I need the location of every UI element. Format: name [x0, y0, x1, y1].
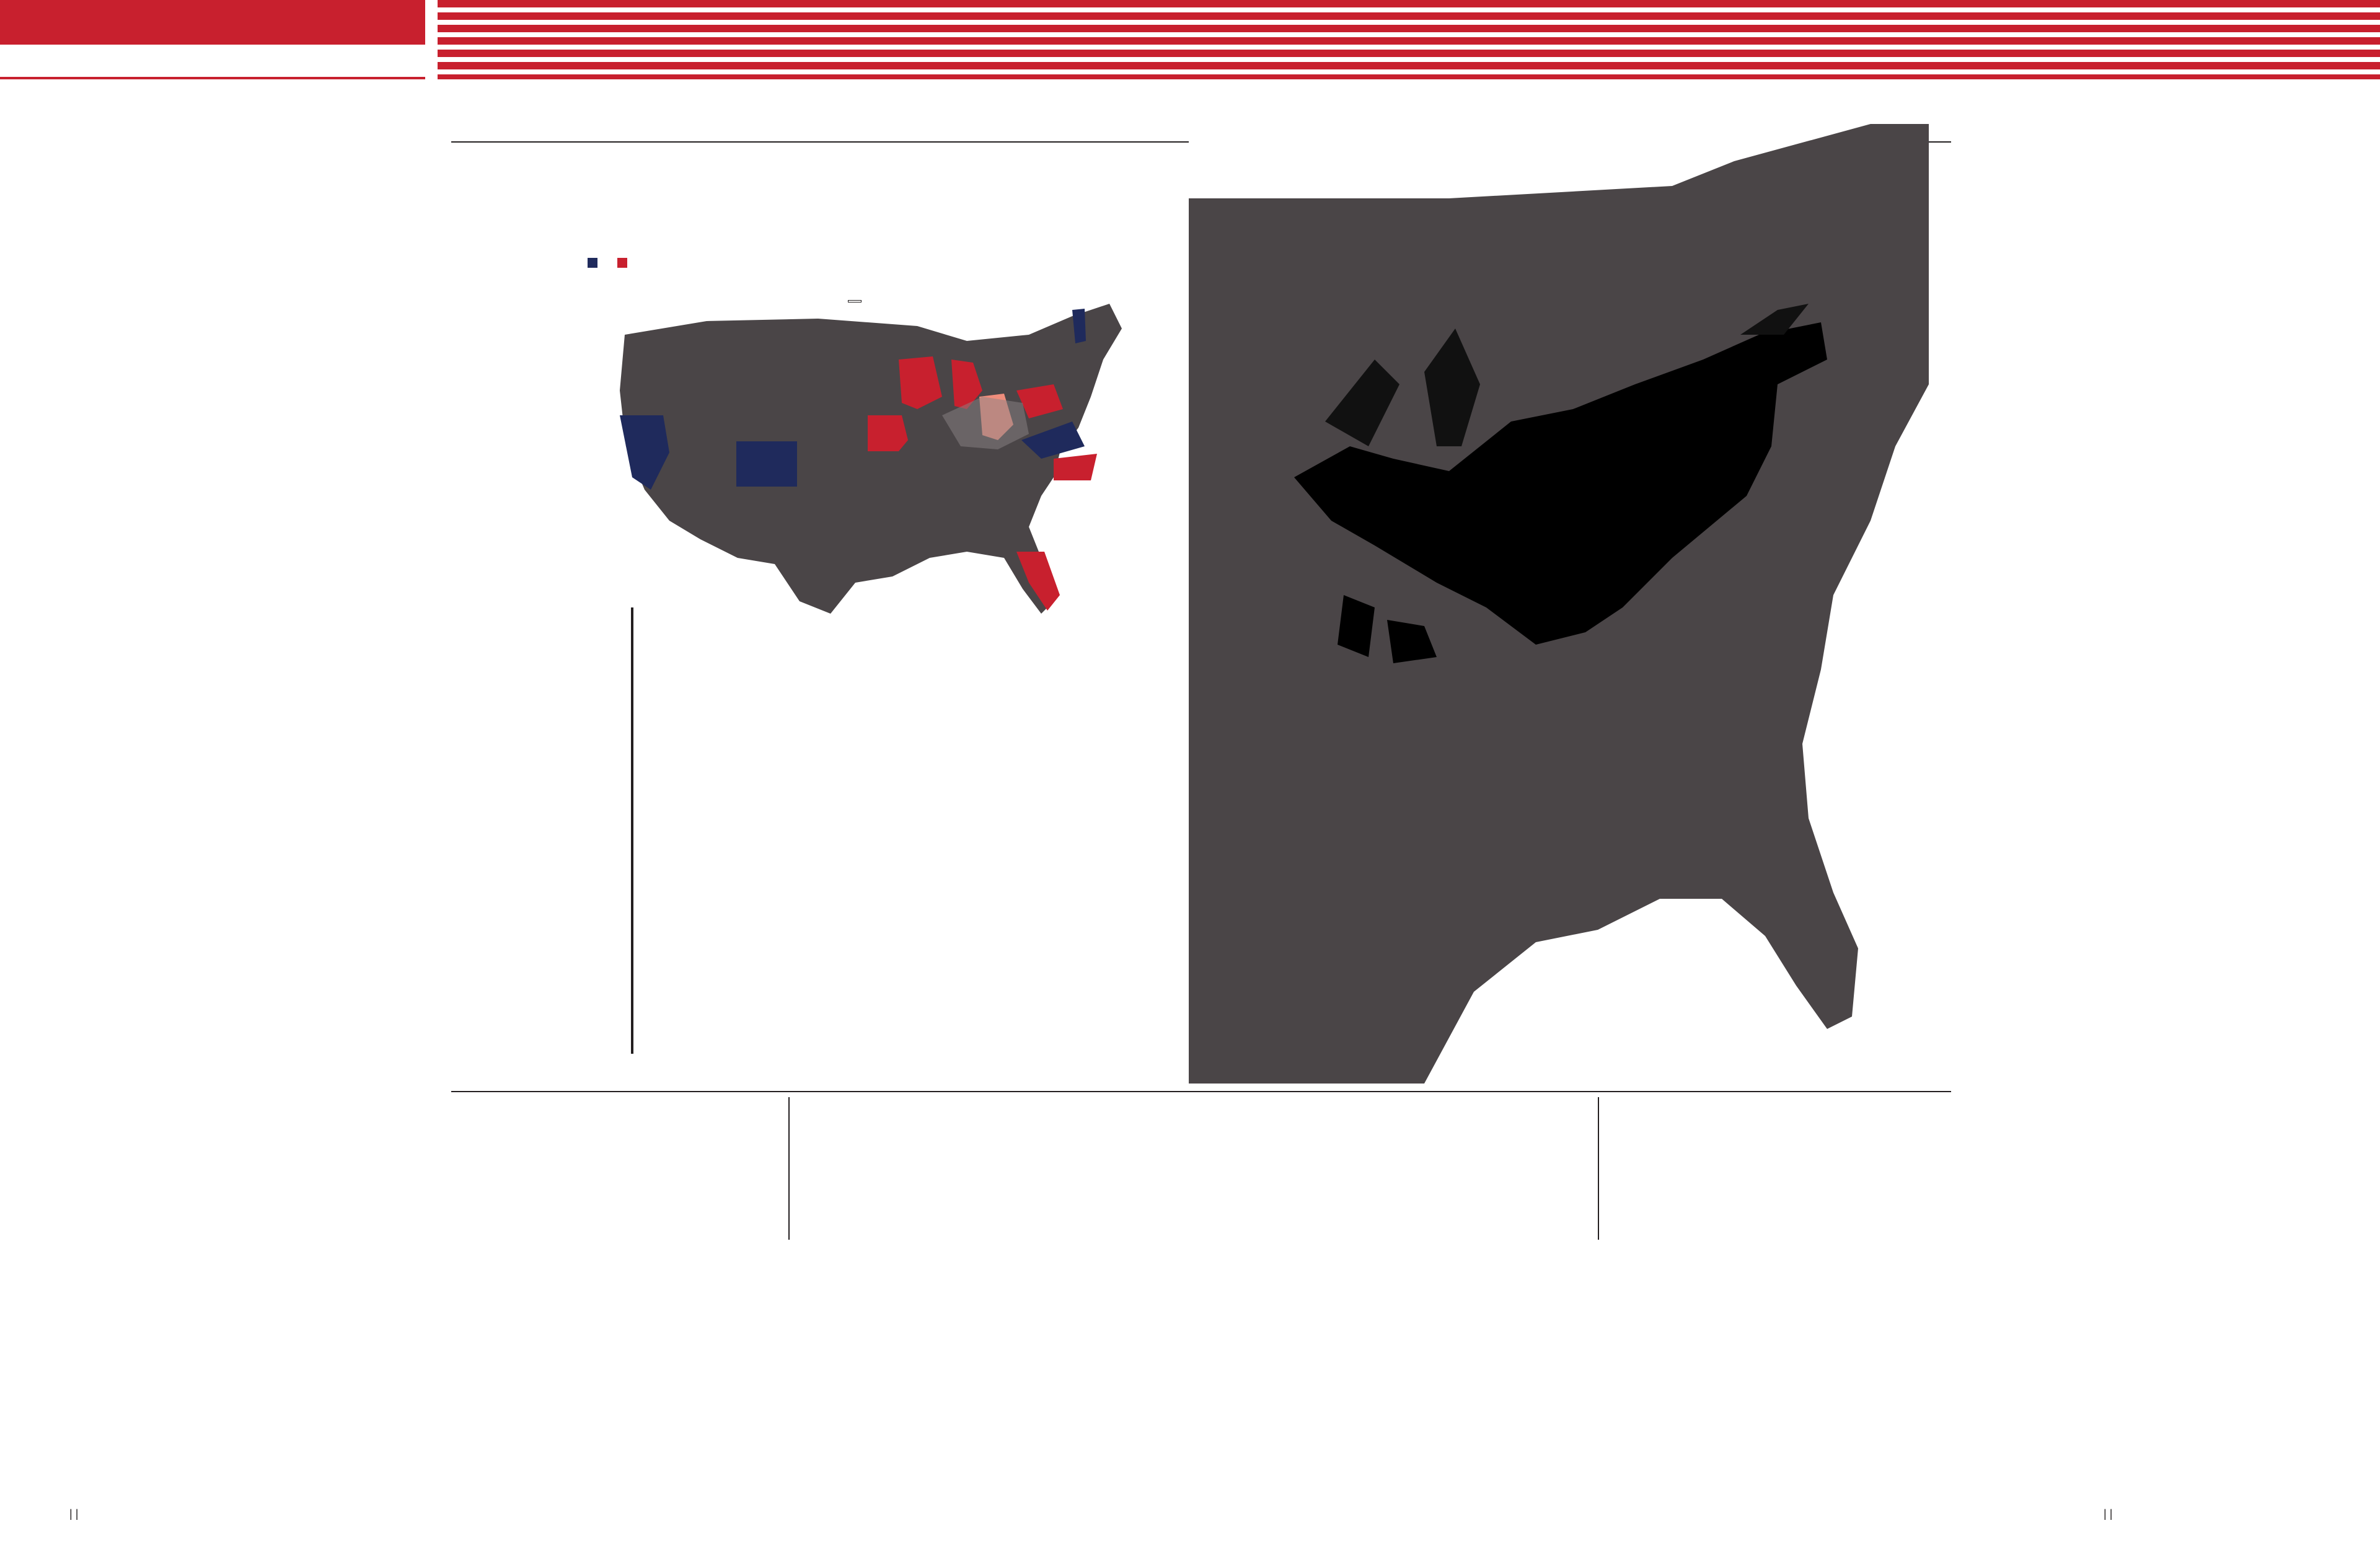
us-swing-states-map [595, 291, 1153, 638]
legend-dem-swatch [588, 258, 597, 268]
legend [583, 255, 632, 270]
charts-top-rule [451, 1091, 1951, 1092]
rust-belt-map-label [848, 300, 862, 302]
footer-left: | | [69, 1507, 79, 1520]
header-red-block [0, 0, 425, 40]
header-stripes-right [438, 0, 2380, 79]
footer-right: | | [2104, 1507, 2113, 1520]
header-section-label [0, 48, 425, 77]
legend-rep-swatch [617, 258, 627, 268]
year-divider [631, 607, 633, 1054]
chart-divider-1 [788, 1097, 790, 1240]
chart-divider-2 [1598, 1097, 1599, 1240]
rust-belt-map [1189, 124, 1929, 1084]
